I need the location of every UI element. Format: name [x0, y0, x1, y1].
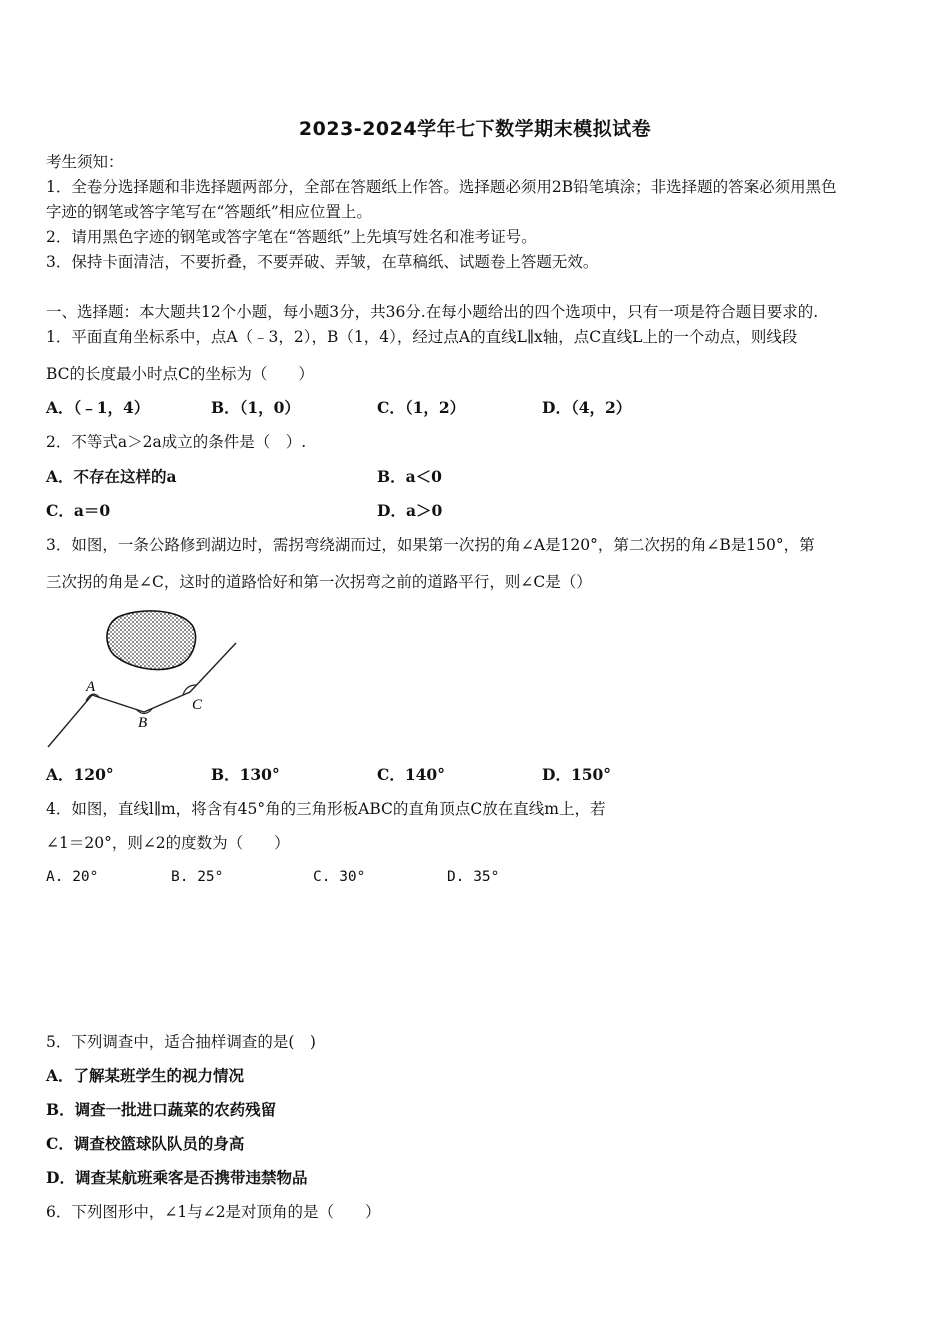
q3-option-b[interactable]: B．130°: [211, 765, 280, 784]
q3-option-d[interactable]: D．150°: [542, 765, 612, 784]
q1-option-d[interactable]: D．（4，2）: [542, 398, 632, 417]
q2-option-b[interactable]: B．a＜0: [377, 467, 442, 486]
notice-item: 2．请用黑色字迹的钢笔或答字笔在“答题纸”上先填写姓名和准考证号。: [46, 228, 537, 246]
q4-option-a[interactable]: A. 20°: [46, 869, 99, 885]
q3-option-c[interactable]: C．140°: [377, 765, 445, 784]
notice-item: 字迹的钢笔或答字笔写在“答题纸”相应位置上。: [46, 203, 372, 221]
q5-option-a[interactable]: A．了解某班学生的视力情况: [46, 1066, 245, 1085]
label-c: C: [192, 697, 203, 713]
page-title: 2023-2024学年七下数学期末模拟试卷: [298, 118, 652, 140]
q3-option-a[interactable]: A．120°: [46, 765, 114, 784]
q4-option-c[interactable]: C. 30°: [313, 869, 366, 885]
q4-option-d[interactable]: D. 35°: [447, 869, 500, 885]
question-6-stem: 6．下列图形中，∠1与∠2是对顶角的是（ ）: [46, 1203, 381, 1221]
notice-item: 3．保持卡面清洁，不要折叠，不要弄破、弄皱，在草稿纸、试题卷上答题无效。: [46, 253, 599, 271]
notice-heading: 考生须知：: [46, 153, 124, 171]
question-4-stem-cont: ∠1＝20°，则∠2的度数为（ ）: [46, 834, 290, 852]
question-3-stem: 3．如图，一条公路修到湖边时，需拐弯绕湖而过，如果第一次拐的角∠A是120°，第二次拐的角∠B是150°，第: [46, 536, 815, 554]
q2-option-d[interactable]: D．a＞0: [377, 501, 443, 520]
q5-option-c[interactable]: C．调查校篮球队队员的身高: [46, 1134, 245, 1153]
question-1-stem-cont: BC的长度最小时点C的坐标为（ ）: [46, 365, 314, 383]
notice-item: 1．全卷分选择题和非选择题两部分，全部在答题纸上作答。选择题必须用2B铅笔填涂；非选择题的答案必须用黑色: [46, 178, 837, 196]
q5-option-b[interactable]: B．调查一批进口蔬菜的农药残留: [46, 1100, 277, 1119]
question-4-stem: 4．如图，直线l∥m，将含有45°角的三角形板ABC的直角顶点C放在直线m上，若: [46, 800, 606, 818]
lake-road-figure: [40, 605, 250, 755]
q2-option-a[interactable]: A．不存在这样的a: [46, 467, 177, 486]
q5-option-d[interactable]: D．调查某航班乘客是否携带违禁物品: [46, 1168, 308, 1187]
q2-option-c[interactable]: C．a＝0: [46, 501, 111, 520]
q1-option-b[interactable]: B．（1，0）: [211, 398, 300, 417]
q1-option-a[interactable]: A．（﹣1，4）: [46, 398, 150, 417]
q1-option-c[interactable]: C．（1，2）: [377, 398, 466, 417]
label-a: A: [86, 679, 96, 695]
question-3-stem-cont: 三次拐的角是∠C，这时的道路恰好和第一次拐弯之前的道路平行，则∠C是（）: [46, 573, 592, 591]
q4-option-b[interactable]: B. 25°: [171, 869, 224, 885]
question-5-stem: 5．下列调查中，适合抽样调查的是( ): [46, 1033, 316, 1051]
section-heading: 一、选择题：本大题共12个小题，每小题3分，共36分.在每小题给出的四个选项中，只有一项是符合题目要求的.: [46, 303, 819, 321]
question-1-stem: 1．平面直角坐标系中，点A（﹣3，2），B（1，4），经过点A的直线L∥x轴，点C直线L上的一个动点，则线段: [46, 328, 798, 346]
label-b: B: [138, 715, 148, 731]
lake-shape: [107, 611, 196, 670]
question-2-stem: 2．不等式a＞2a成立的条件是（ ）.: [46, 433, 307, 451]
